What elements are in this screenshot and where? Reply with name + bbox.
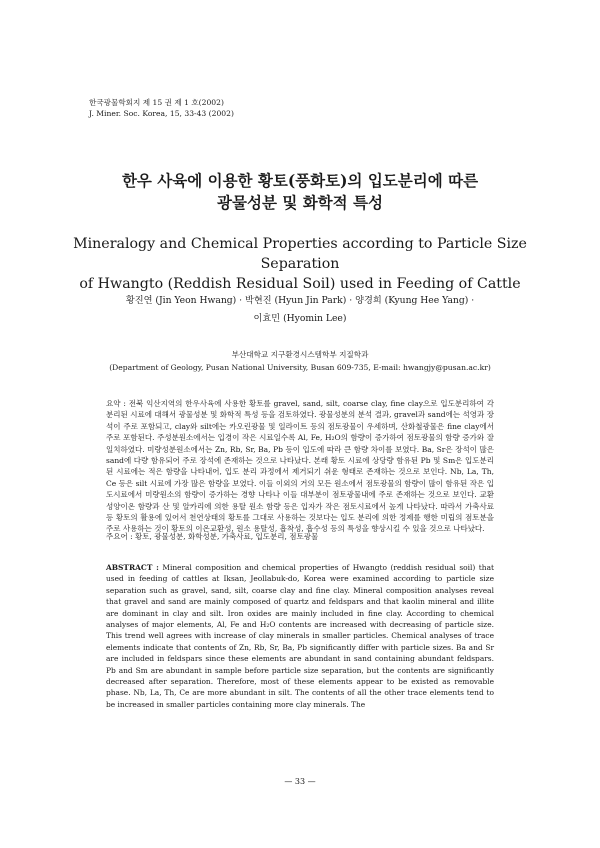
title-english	[60, 234, 540, 294]
abstract-english	[106, 562, 494, 710]
affiliation	[60, 348, 540, 374]
author-list	[60, 292, 540, 328]
abstract-english-label: ABSTRACT :	[106, 563, 159, 572]
title-english-line-2: of Hwangto (Reddish Residual Soil) used in Feeding of Cattle	[79, 276, 521, 292]
journal-citation-en: J. Miner. Soc. Korea, 15, 33-43 (2002)	[89, 109, 234, 118]
author-line-1: 황진연 (Jin Yeon Hwang) · 박현진 (Hyun Jin Park) · 양경희 (Kyung Hee Yang) ·	[125, 295, 475, 306]
title-korean	[60, 170, 540, 214]
affiliation-korean: 부산대학교 지구환경시스템학부 지질학과	[231, 350, 369, 359]
abstract-korean: 요약 : 전북 익산지역의 한우사육에 사용한 황토를 gravel, sand, silt, coarse clay, fine clay으로 입도분리하여 각 분리된 시료에 대해서 광물성분 및 화학적 특성 등을 검토하였다. 광물성분의 분석 결과, gravel과 sand에는 석영과 장석이 주로 포함되고, clay와 silt에는 카오린광물 및 일라이트 등의 점토광물이 우세하며, 산화철광물은 fine clay에서 주로 포함된다. 주성분원소에서는 입경이 작은 시료일수록 Al, Fe, H₂O의 함량이 증가하여 점토광물의 함량 증가와 잘 일치하였다. 미량성분원소에서는 Zn, Rb, Sr, Ba, Pb 등이 입도에 따라 큰 함량 차이를 보였다. Ba, Sr은 장석이 많은 sand에 다량 함유되어 주로 장석에 존재하는 것으로 나타났다. 본래 황토 시료에 상당량 함유된 Pb 및 Sm은 입도분리된 시료에는 적은 함량을 나타내어, 입도 분리 과정에서 제거되기 쉬운 형태로 존재하는 것으로 보인다. Nb, La, Th, Ce 등은 silt 시료에 가장 많은 함량을 보였다. 이들 이외의 거의 모든 원소에서 점토광물의 함량이 많이 함유된 작은 입도시료에서 미량원소의 함량이 증가하는 경향 나타나 이들 대부분이 점토광물내에 주로 존재하는 것으로 보인다. 교환성양이온 함량과 산 및 알카리에 의한 용탈 원소 함량 등은 입자가 작은 점토시료에서 높게 나타났다. 따라서 가축사료 등 황토의 활용에 있어서 천연상태의 황토를 그대로 사용하는 것보다는 입도 분리에 의한 정제를 행한 미립의 점토분을 주로 사용하는 것이 황토의 이온교환성, 원소 용탈성, 흡착성, 흡수성 등의 특성을 향상시킬 수 있을 것으로 나타났다.	[106, 399, 494, 534]
affiliation-english: (Department of Geology, Pusan National University, Busan 609-735, E-mail: hwangjy@pusan.ac.kr)	[109, 363, 491, 372]
journal-citation-ko: 한국광물학회지 제 15 권 제 1 호(2002)	[89, 98, 224, 107]
journal-header	[89, 97, 234, 119]
page-number: — 33 —	[284, 777, 316, 786]
keywords-korean: 주요어 : 황토, 광물성분, 화학성분, 가축사료, 입도분리, 점토광물	[106, 532, 319, 541]
title-korean-line-2: 광물성분 및 화학적 특성	[217, 193, 383, 212]
author-line-2: 이효민 (Hyomin Lee)	[253, 313, 347, 324]
title-korean-line-1: 한우 사육에 이용한 황토(풍화토)의 입도분리에 따른	[121, 171, 479, 190]
title-english-line-1: Mineralogy and Chemical Properties according to Particle Size Separation	[73, 236, 527, 272]
abstract-english-text: Mineral composition and chemical properties of Hwangto (reddish residual soil) that used in feeding of cattles at Iksan, Jeollabuk-do, Korea were examined according to particle size separation such as gravel, sand, silt, coarse clay and fine clay. Mineral composition analyses reveal that gravel and sand are mainly composed of quartz and feldspars and that kaolin mineral and illite are dominant in clay and silt. Iron oxides are mainly included in fine clay. According to chemical analyses of major elements, Al, Fe and H₂O contents are increased with decreasing of particle size. This trend well agrees with increase of clay minerals in smaller particles. Chemical analyses of trace elements indicate that contents of Zn, Rb, Sr, Ba, Pb significantly differ with particle sizes. Ba and Sr are included in feldspars since these elements are abundant in sand containing abundant feldspars. Pb and Sm are abundant in sample before particle size separation, but the contents are significantly decreased after separation. Therefore, most of these elements appear to be existed as removable phase. Nb, La, Th, Ce are more abundant in silt. The contents of all the other trace elements tend to be increased in smaller particles containing more clay minerals. The	[106, 563, 495, 709]
